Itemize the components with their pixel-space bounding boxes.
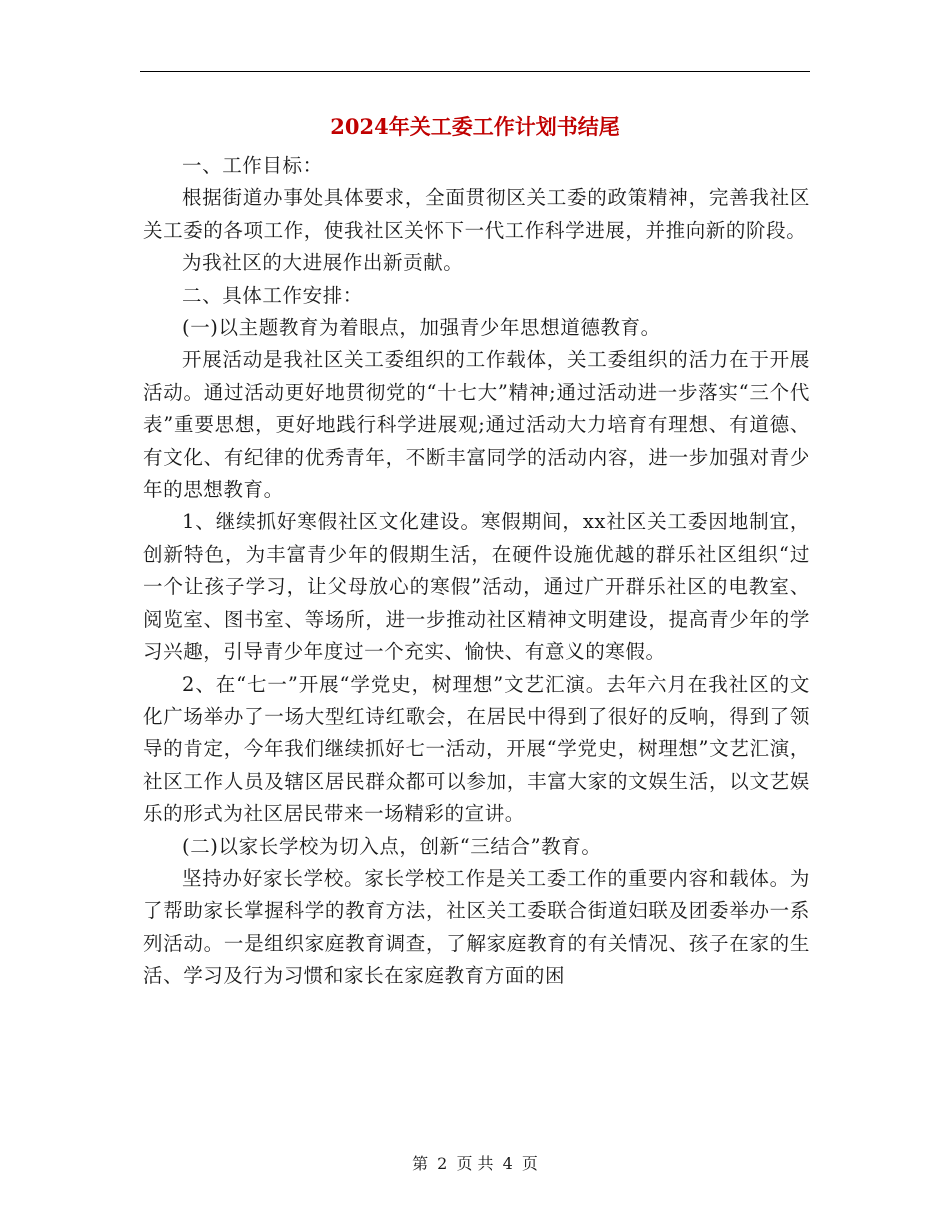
paragraph-arrangement-heading: 二、具体工作安排： bbox=[182, 283, 363, 307]
paragraph-subheading: (一)以主题教育为着眼点，加强青少年思想道德教育。 bbox=[182, 316, 661, 340]
paragraph-subheading: (二)以家长学校为切入点，创新“三结合”教育。 bbox=[182, 834, 602, 858]
footer-prefix: 第 bbox=[412, 1154, 429, 1173]
paragraph: 开展活动是我社区关工委组织的工作载体，关工委组织的活力在于开展活动。通过活动更好地贯彻党的“十七大”精神;通过活动进一步落实“三个代表”重要思想，更好地践行科学进展观;通过活动大力培育有理想、有道德、有文化、有纪律的优秀青年，不断丰富同学的活动内容，进一步加强对青少年的思想教育。 bbox=[143, 348, 810, 502]
paragraph: 为我社区的大进展作出新贡献。 bbox=[182, 251, 464, 275]
total-pages-number: 4 bbox=[502, 1154, 513, 1173]
document-body bbox=[143, 150, 810, 993]
paragraph: 坚持办好家长学校。家长学校工作是关工委工作的重要内容和载体。为了帮助家长掌握科学的教育方法，社区关工委联合街道妇联及团委举办一系列活动。一是组织家庭教育调查，了解家庭教育的有关情况、孩子在家的生活、学习及行为习惯和家长在家庭教育方面的困 bbox=[143, 866, 810, 988]
paragraph: 2、在“七一”开展“学党史，树理想”文艺汇演。去年六月在我社区的文化广场举办了一场大型红诗红歌会，在居民中得到了很好的反响，得到了领导的肯定，今年我们继续抓好七一活动，开展“学党史，树理想”文艺汇演，社区工作人员及辖区居民群众都可以参加，丰富大家的文娱生活，以文艺娱乐的形式为社区居民带来一场精彩的宣讲。 bbox=[143, 672, 810, 826]
paragraph: 1、继续抓好寒假社区文化建设。寒假期间，xx社区关工委因地制宜，创新特色，为丰富青少年的假期生活，在硬件设施优越的群乐社区组织“过一个让孩子学习，让父母放心的寒假”活动，通过广开群乐社区的电教室、阅览室、图书室、等场所，进一步推动社区精神文明建设，提高青少年的学习兴趣，引导青少年度过一个充实、愉快、有意义的寒假。 bbox=[143, 510, 810, 664]
page-footer bbox=[0, 1152, 950, 1176]
paragraph: 根据街道办事处具体要求，全面贯彻区关工委的政策精神，完善我社区关工委的各项工作，使我社区关怀下一代工作科学进展，并推向新的阶段。 bbox=[143, 186, 810, 242]
footer-middle: 页 共 bbox=[456, 1154, 494, 1173]
current-page-number: 2 bbox=[437, 1154, 448, 1173]
paragraph-goal-heading: 一、工作目标： bbox=[182, 154, 323, 177]
header-rule bbox=[140, 71, 810, 72]
document-title: 2024年关工委工作计划书结尾 bbox=[330, 114, 620, 139]
footer-suffix: 页 bbox=[521, 1154, 538, 1173]
